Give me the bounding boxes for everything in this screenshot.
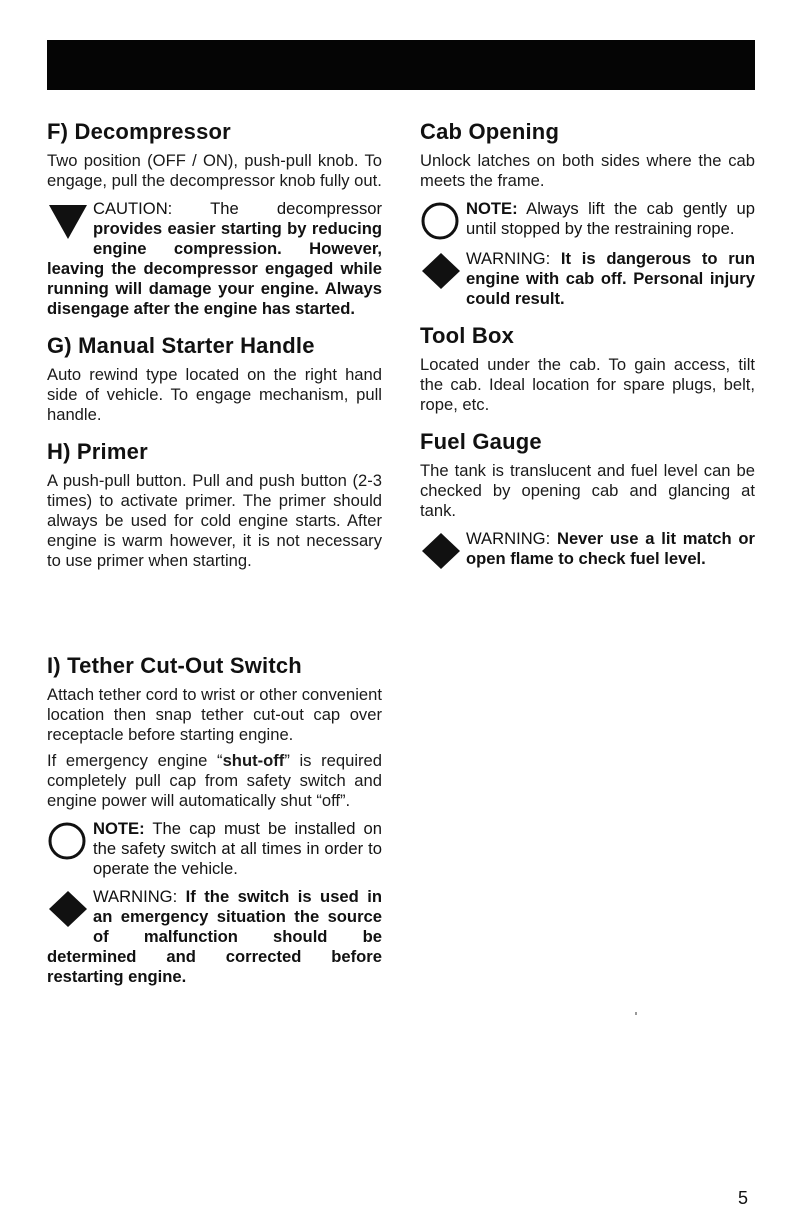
starter-body: Auto rewind type located on the right hand side of vehicle. To engage mechanism, pull handle.	[47, 365, 382, 424]
cab-note	[420, 199, 755, 241]
tool-box-heading: Tool Box	[420, 323, 515, 348]
tether-heading: I) Tether Cut-Out Switch	[47, 653, 302, 678]
tether-body-1: Attach tether cord to wrist or other convenient location then snap tether cut-out cap over receptacle before starting engine.	[47, 685, 382, 744]
scan-speck	[635, 1012, 637, 1015]
tether-body-2a: If emergency engine “	[47, 751, 223, 770]
tether-body-2-bold: shut-off	[222, 751, 285, 770]
fuel-warning-lead: WARNING:	[466, 529, 557, 548]
tether-warning-lead: WARNING:	[93, 887, 186, 906]
tether-warning	[47, 887, 382, 987]
cab-warning-text: It is dangerous to run engine with cab off. Personal injury could result.	[466, 249, 755, 308]
tether-body-2	[47, 751, 382, 811]
cab-note-text: Always lift the cab gently up until stopped by the restraining rope.	[466, 199, 755, 238]
note-circle-icon	[47, 821, 89, 861]
fuel-warning	[420, 529, 755, 571]
caution-lead: CAUTION: The decompressor	[93, 199, 382, 218]
tether-note-text: The cap must be installed on the safety switch at all times in order to operate the vehicle.	[93, 819, 382, 878]
fuel-gauge-body: The tank is translucent and fuel level can be checked by opening cab and glancing at tank.	[420, 461, 755, 520]
warning-diamond-icon	[420, 251, 462, 291]
cab-warning	[420, 249, 755, 309]
header-bar	[47, 40, 755, 90]
left-column-lower	[47, 653, 382, 995]
fuel-gauge-heading: Fuel Gauge	[420, 429, 542, 454]
tether-note	[47, 819, 382, 879]
right-column	[420, 119, 755, 579]
note-circle-icon	[420, 201, 462, 241]
tether-body-2b: ” is required completely pull cap from safety switch and engine power will automatically shut “off”.	[47, 751, 382, 810]
decompressor-body: Two position (OFF / ON), push-pull knob. To engage, pull the decompressor knob fully out.	[47, 151, 382, 190]
page-number: 5	[738, 1188, 749, 1208]
cab-warning-lead: WARNING:	[466, 249, 561, 268]
tool-box-body: Located under the cab. To gain access, tilt the cab. Ideal location for spare plugs, belt, rope, etc.	[420, 355, 755, 414]
primer-body: A push-pull button. Pull and push button (2-3 times) to activate primer. The primer should always be used for cold engine starts. After engine is warm however, it is not necessary to use primer when starting.	[47, 471, 382, 570]
left-column	[47, 119, 382, 577]
warning-diamond-icon	[420, 531, 462, 571]
cab-note-label: NOTE:	[466, 199, 518, 218]
caution-text: provides easier starting by reducing engine compression. However, leaving the decompressor engaged while running will damage your engine. Always disengage after the engine has started.	[47, 219, 382, 318]
primer-heading: H) Primer	[47, 439, 148, 464]
cab-opening-body: Unlock latches on both sides where the cab meets the frame.	[420, 151, 755, 190]
caution-notice	[47, 199, 382, 319]
warning-diamond-icon	[47, 889, 89, 929]
caution-triangle-icon	[47, 201, 89, 241]
decompressor-heading: F) Decompressor	[47, 119, 231, 144]
tether-warning-text: If the switch is used in an emergency situation the source of malfunction should be determined and corrected before restarting engine.	[47, 887, 382, 986]
starter-heading: G) Manual Starter Handle	[47, 333, 315, 358]
cab-opening-heading: Cab Opening	[420, 119, 560, 144]
tether-note-label: NOTE:	[93, 819, 145, 838]
fuel-warning-text: Never use a lit match or open flame to check fuel level.	[466, 529, 755, 568]
